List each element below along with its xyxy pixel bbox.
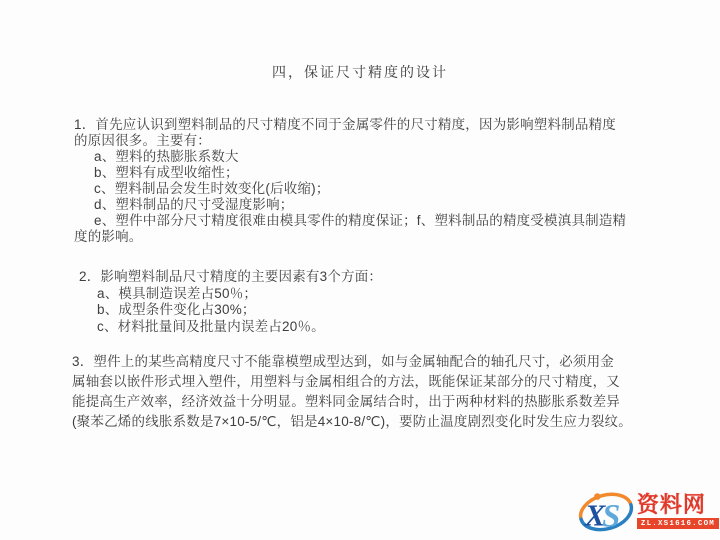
logo-letter-s: S (602, 498, 621, 535)
list-item-b: b、塑料有成型收缩性； (94, 165, 239, 180)
paragraph-3 (72, 352, 654, 432)
list-item-c: c、塑料制品会发生时效变化(后收缩)； (94, 181, 330, 196)
logo-letter-x: X (584, 498, 606, 533)
text-line: 能提高生产效率，经济效益十分明显。塑料同金属结合时，出于两种材料的热膨胀系数差异 (72, 394, 620, 409)
list-item-b: b、成型条件变化占30%； (97, 302, 256, 317)
list-item-a: a、塑料的热膨胀系数大 (94, 149, 239, 164)
paragraph-2 (74, 269, 656, 335)
list-item-e-f: e、塑件中部分尺寸精度很难由模具零件的精度保证；f、塑料制品的精度受模滇具制造精 (94, 213, 627, 228)
list-item-c: c、材料批量间及批量内误差占20％。 (97, 318, 325, 334)
text-line: 的原因很多。主要有： (74, 133, 211, 148)
watermark (577, 486, 719, 536)
section-heading: 2．影响塑料制品尺寸精度的主要因素有3个方面： (79, 269, 383, 284)
xs-logo-icon (577, 486, 635, 536)
list-item-d: d、塑料制品的尺寸受湿度影响； (94, 197, 294, 212)
text-line: 属轴套以嵌件形式埋入塑件，用塑料与金属相组合的方法，既能保证某部分的尺寸精度，又 (72, 374, 620, 389)
text-line: (聚苯乙烯的线胀系数是7×10-5/℃，铝是4×10-8/℃)，要防止温度剧烈变化时发生应力裂纹。 (72, 414, 632, 429)
page-title: 四，保证尺寸精度的设计 (272, 64, 448, 80)
watermark-site-url: ZL.XS1616.COM (637, 518, 719, 529)
list-item-a: a、模具制造误差占50％； (97, 285, 258, 301)
text-line: 1．首先应认识到塑料制品的尺寸精度不同于金属零件的尺寸精度，因为影响塑料制品精度 (74, 117, 617, 132)
watermark-site-name: 资料网 (636, 491, 706, 517)
paragraph-1 (74, 117, 656, 245)
text-line: 3．塑件上的某些高精度尺寸不能靠模塑成型达到，如与金属轴配合的轴孔尺寸，必须用金 (72, 354, 615, 369)
text-line: 度的影响。 (74, 229, 143, 244)
